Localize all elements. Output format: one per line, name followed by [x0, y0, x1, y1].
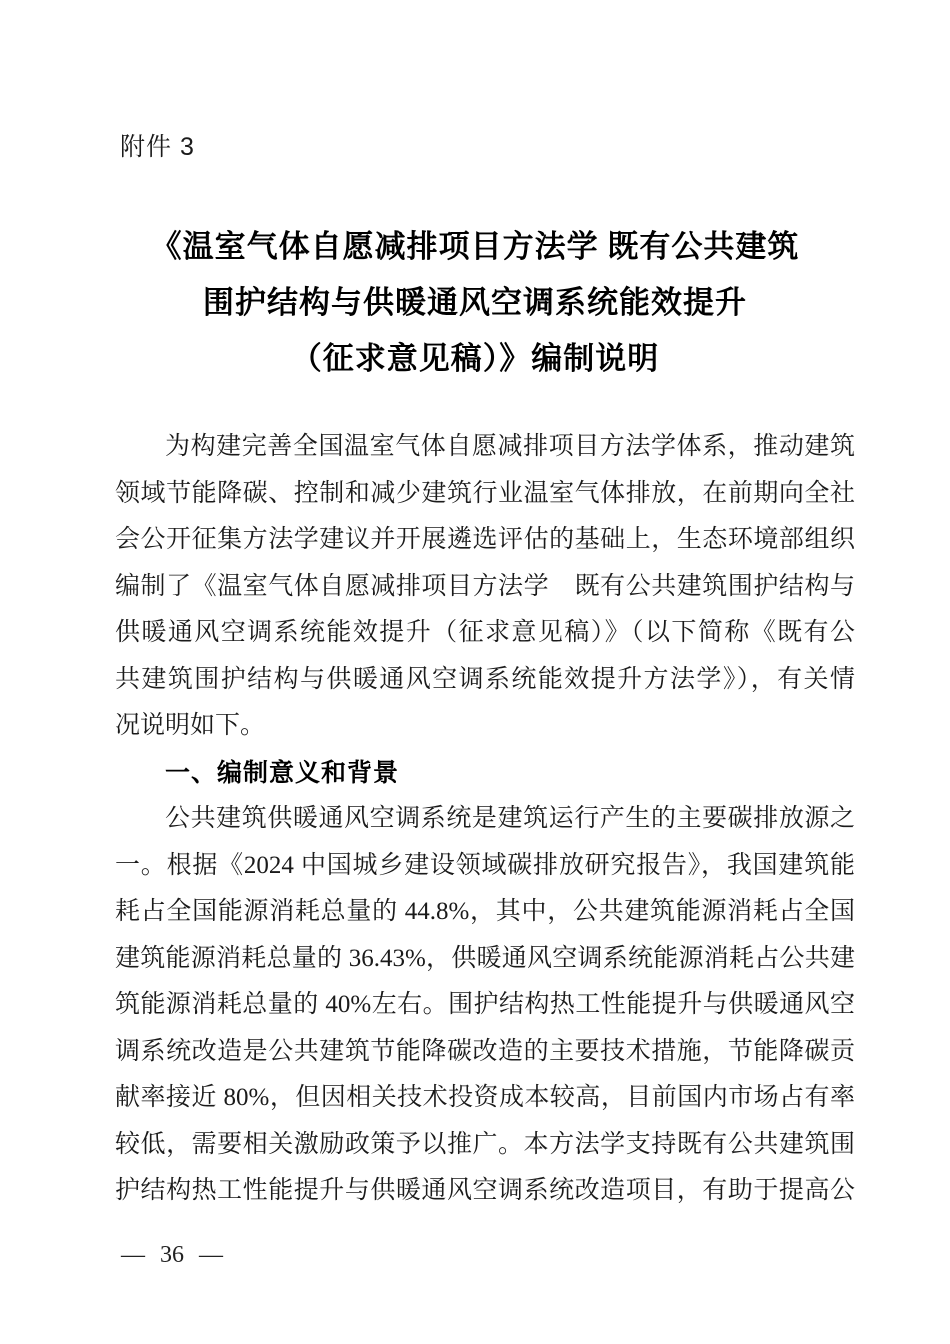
- section-paragraph-line: 一。根据《2024 中国城乡建设领域碳排放研究报告》，我国建筑能: [115, 851, 855, 879]
- title-line-2: 围护结构与供暖通风空调系统能效提升: [203, 285, 747, 320]
- section-paragraph-line: 较低，需要相关激励政策予以推广。本方法学支持既有公共建筑围: [115, 1130, 855, 1158]
- section-paragraph-line: 献率接近 80%，但因相关技术投资成本较高，目前国内市场占有率: [115, 1084, 855, 1111]
- section-heading: 一、编制意义和背景: [165, 758, 400, 787]
- attachment-label: 附件 3: [120, 133, 195, 161]
- section-paragraph-line: 建筑能源消耗总量的 36.43%，供暖通风空调系统能源消耗占公共建: [115, 944, 855, 972]
- section-paragraph-line: 耗占全国能源消耗总量的 44.8%，其中，公共建筑能源消耗占全国: [115, 898, 855, 925]
- intro-paragraph-line: 为构建完善全国温室气体自愿减排项目方法学体系，推动建筑: [165, 433, 855, 460]
- document-body: [115, 424, 855, 1215]
- section-paragraph-line: 筑能源消耗总量的 40%左右。围护结构热工性能提升与供暖通风空: [115, 991, 855, 1018]
- title-line-1: 《温室气体自愿减排项目方法学 既有公共建筑: [150, 229, 800, 264]
- footer-dash-right: —: [199, 1242, 223, 1268]
- intro-paragraph-line: 况说明如下。: [115, 712, 266, 739]
- footer-dash-left: —: [121, 1242, 145, 1268]
- page-number: 36: [160, 1242, 184, 1268]
- intro-paragraph-line: 共建筑围护结构与供暖通风空调系统能效提升方法学》），有关情: [115, 665, 855, 693]
- document-title: [0, 219, 950, 387]
- intro-paragraph-line: 编制了《温室气体自愿减排项目方法学 既有公共建筑围护结构与: [115, 572, 855, 600]
- section-paragraph-line: 护结构热工性能提升与供暖通风空调系统改造项目，有助于提高公: [115, 1177, 855, 1204]
- intro-paragraph-line: 供暖通风空调系统能效提升（征求意见稿）》（以下简称《既有公: [115, 619, 855, 646]
- title-line-3: （征求意见稿）》编制说明: [290, 341, 660, 376]
- page-footer: [121, 1240, 223, 1270]
- section-paragraph-line: 公共建筑供暖通风空调系统是建筑运行产生的主要碳排放源之: [165, 805, 855, 832]
- section-paragraph-line: 调系统改造是公共建筑节能降碳改造的主要技术措施，节能降碳贡: [115, 1037, 855, 1065]
- intro-paragraph-line: 领域节能降碳、控制和减少建筑行业温室气体排放，在前期向全社: [115, 479, 855, 507]
- intro-paragraph-line: 会公开征集方法学建议并开展遴选评估的基础上，生态环境部组织: [115, 526, 855, 553]
